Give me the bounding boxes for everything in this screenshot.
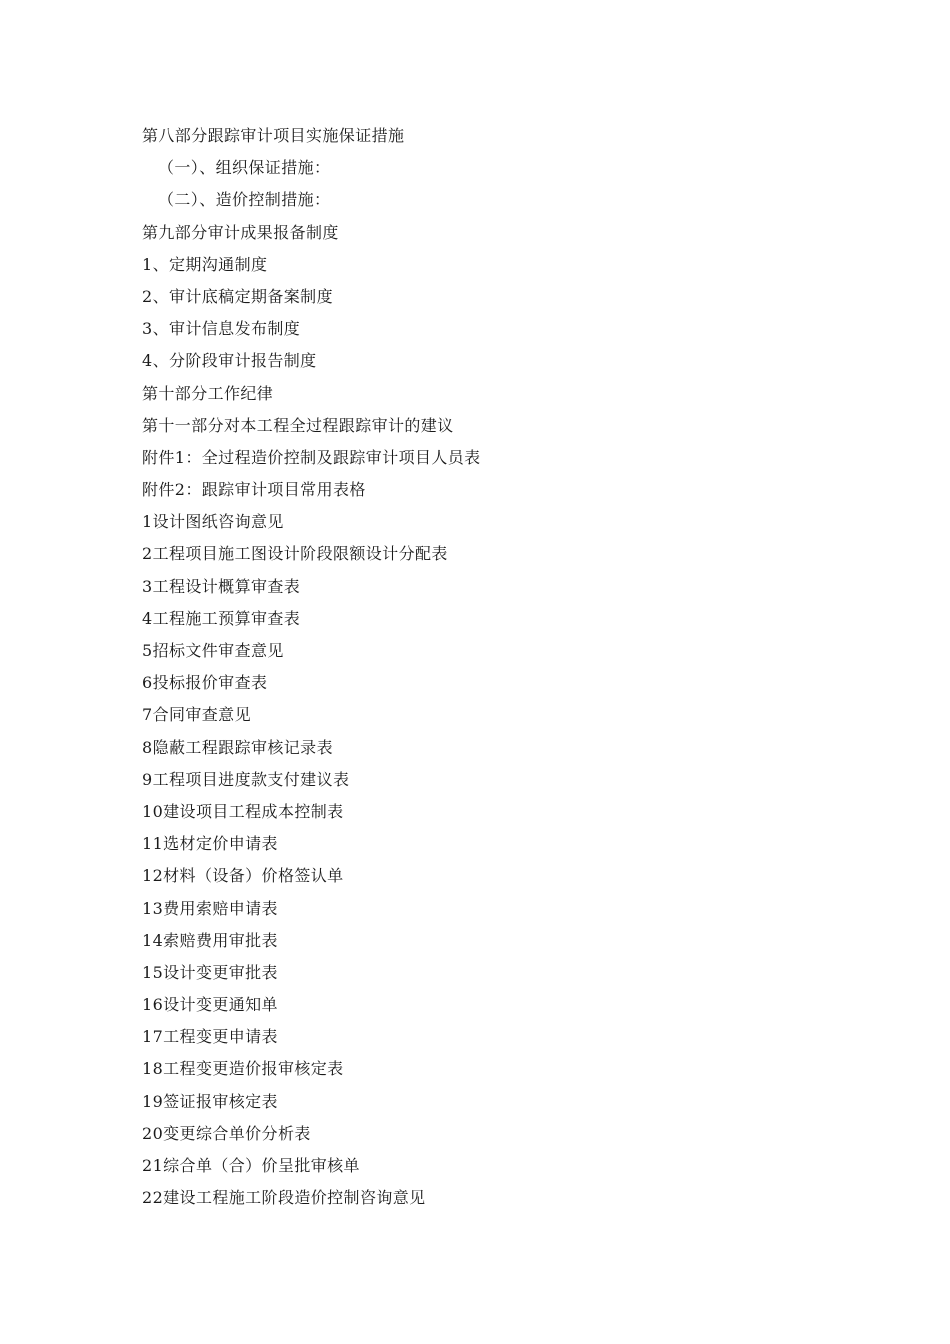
list-item: 3、审计信息发布制度 (142, 319, 301, 339)
form-list-item: 17工程变更申请表 (142, 1027, 278, 1047)
form-list-item: 14索赔费用审批表 (142, 930, 278, 950)
form-list-item: 21综合单（合）价呈批审核单 (142, 1156, 360, 1175)
document-body (142, 120, 842, 1214)
form-list-item: 22建设工程施工阶段造价控制咨询意见 (142, 1188, 426, 1208)
subsection-cost-control-measures: （二）、造价控制措施： (158, 190, 331, 210)
form-list-item: 7合同审查意见 (142, 705, 251, 725)
form-list-item: 13费用索赔申请表 (142, 898, 278, 918)
form-list-item: 11选材定价申请表 (142, 834, 278, 854)
list-item: 1、定期沟通制度 (142, 254, 268, 274)
form-list-item: 9工程项目进度款支付建议表 (142, 769, 350, 789)
form-list-item: 16设计变更通知单 (142, 995, 278, 1015)
form-list-item: 19签证报审核定表 (142, 1091, 278, 1111)
form-list-item: 18工程变更造价报审核定表 (142, 1059, 344, 1079)
form-list-item: 3工程设计概算审查表 (142, 576, 301, 596)
subsection-organization-measures: （一）、组织保证措施： (158, 158, 331, 178)
form-list-item: 12材料（设备）价格签认单 (142, 866, 344, 886)
section-heading-part-10: 第十部分工作纪律 (142, 383, 274, 403)
form-list-item: 15设计变更审批表 (142, 962, 278, 982)
list-item: 2、审计底稿定期备案制度 (142, 286, 333, 306)
section-heading-part-11: 第十一部分对本工程全过程跟踪审计的建议 (142, 415, 454, 435)
form-list-item: 10建设项目工程成本控制表 (142, 801, 344, 821)
form-list-item: 20变更综合单价分析表 (142, 1123, 311, 1143)
section-heading-part-9: 第九部分审计成果报备制度 (142, 222, 339, 242)
appendix-2-heading: 附件2：跟踪审计项目常用表格 (142, 480, 366, 500)
section-heading-part-8: 第八部分跟踪审计项目实施保证措施 (142, 126, 405, 145)
form-list-item: 8隐蔽工程跟踪审核记录表 (142, 737, 333, 757)
appendix-1-heading: 附件1：全过程造价控制及跟踪审计项目人员表 (142, 447, 481, 467)
form-list-item: 2工程项目施工图设计阶段限额设计分配表 (142, 544, 448, 564)
form-list-item: 4工程施工预算审查表 (142, 608, 301, 628)
form-list-item: 6投标报价审查表 (142, 673, 268, 693)
form-list-item: 5招标文件审查意见 (142, 641, 284, 660)
list-item: 4、分阶段审计报告制度 (142, 351, 317, 371)
form-list-item: 1设计图纸咨询意见 (142, 512, 284, 532)
